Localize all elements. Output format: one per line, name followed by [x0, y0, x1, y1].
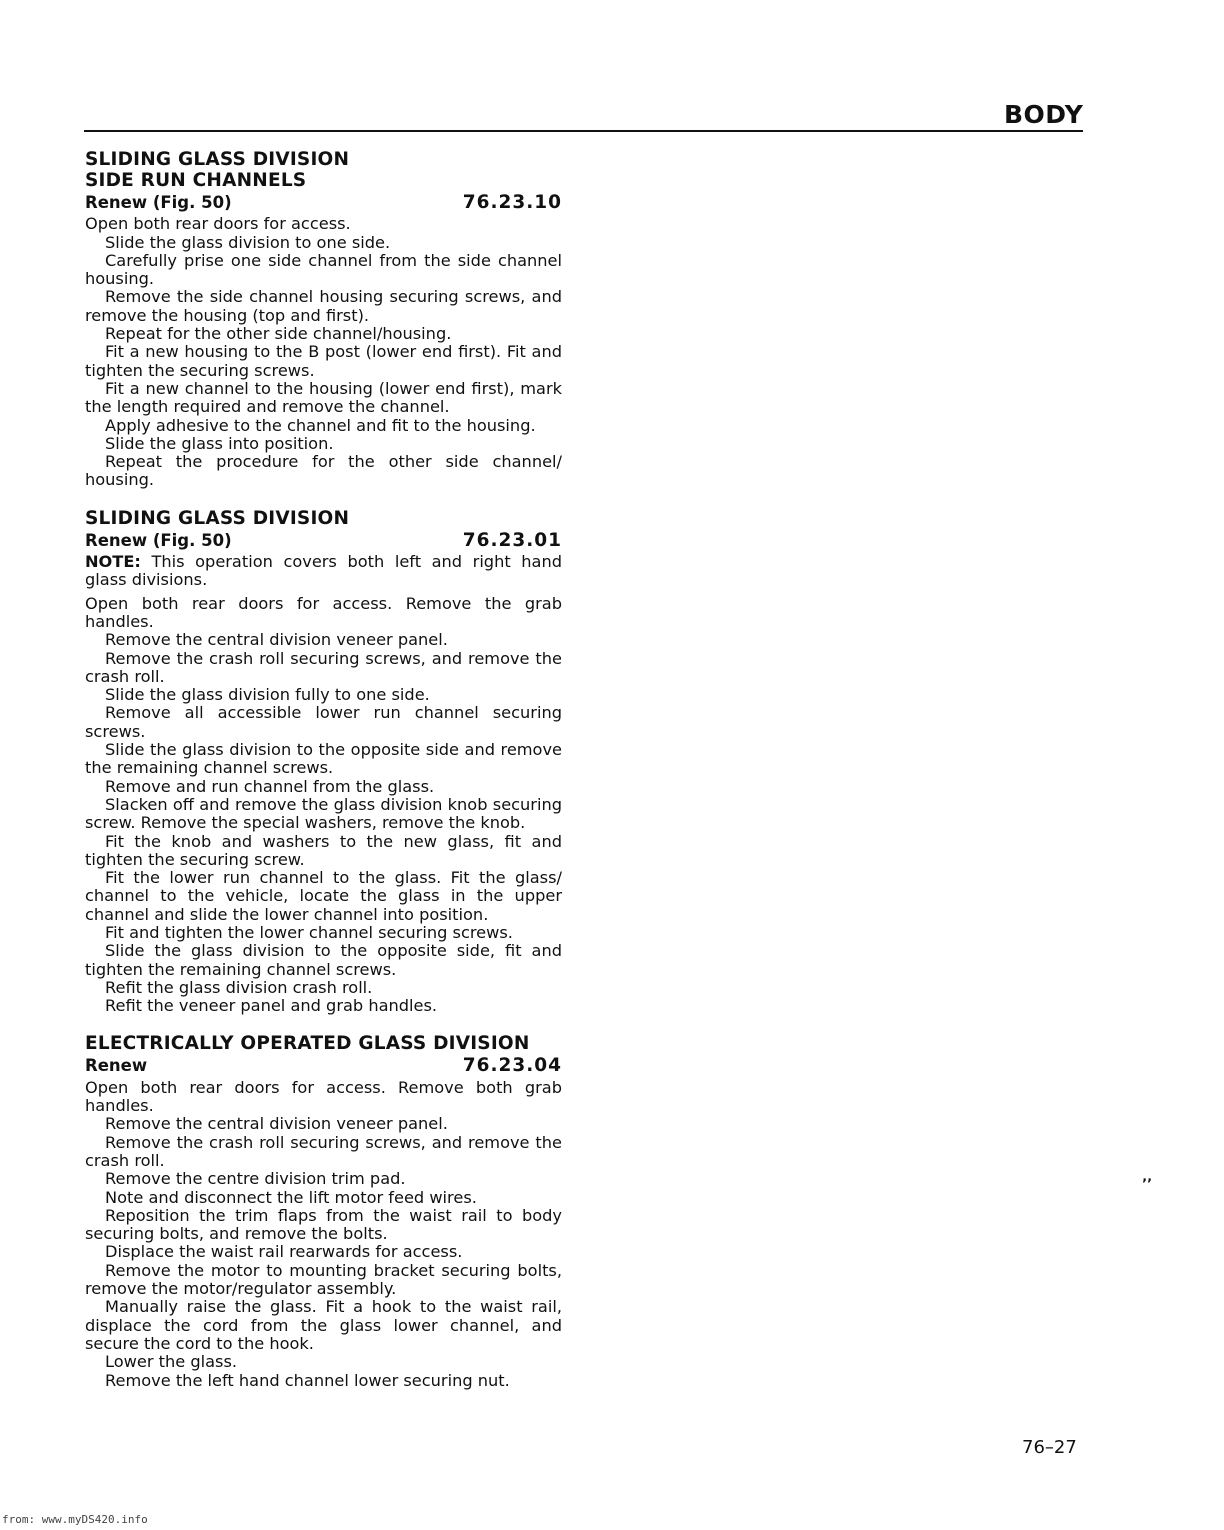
- note-text: This operation covers both left and right hand glass divisions.: [85, 552, 562, 590]
- instruction-step: Slide the glass division fully to one side.: [105, 685, 430, 705]
- instruction-step: Repeat the procedure for the other side channel/ housing.: [85, 452, 562, 490]
- section-title-line: SIDE RUN CHANNELS: [85, 170, 307, 191]
- instruction-step: Open both rear doors for access. Remove both grab handles.: [85, 1077, 562, 1116]
- instruction-step: Remove the crash roll securing screws, and remove the crash roll.: [85, 648, 562, 686]
- page-number: 76–27: [1022, 1437, 1077, 1458]
- operation-label: Renew: [85, 1056, 148, 1076]
- instruction-step: Remove the central division veneer panel.: [105, 1114, 448, 1134]
- instruction-step: Apply adhesive to the channel and fit to the housing.: [105, 415, 536, 435]
- instruction-step: Slide the glass division to the opposite side, fit and tighten the remaining channel screws.: [85, 941, 562, 979]
- instruction-step: Slide the glass into position.: [105, 433, 334, 453]
- operation-row: [85, 529, 562, 551]
- instruction-step: Manually raise the glass. Fit a hook to the waist rail, displace the cord from the glass lower channel, and secure the cord to the hook.: [85, 1297, 562, 1353]
- section-title-line: SLIDING GLASS DIVISION: [85, 507, 350, 529]
- header-rule: [84, 130, 1083, 132]
- note-paragraph: [85, 553, 562, 590]
- operation-label: Renew (Fig. 50): [85, 530, 232, 550]
- procedure-section: [85, 508, 562, 1016]
- instruction-step: Open both rear doors for access. Remove the grab handles.: [85, 593, 562, 631]
- operation-row: [85, 1057, 562, 1075]
- section-title: [85, 149, 562, 191]
- instruction-step: Lower the glass.: [105, 1352, 238, 1372]
- procedure-section: [85, 149, 562, 490]
- instruction-step: Open both rear doors for access.: [85, 214, 351, 234]
- instruction-step: Note and disconnect the lift motor feed wires.: [105, 1187, 477, 1207]
- procedure-section: [85, 1033, 562, 1389]
- instruction-step: Refit the glass division crash roll.: [105, 977, 373, 997]
- instruction-step: Remove the central division veneer panel.: [105, 630, 448, 650]
- instruction-step: Fit a new channel to the housing (lower end first), mark the length required and remove the channel.: [85, 378, 562, 417]
- manual-column: [85, 149, 562, 1408]
- section-title-line: SLIDING GLASS DIVISION: [85, 149, 350, 170]
- operation-label: Renew (Fig. 50): [85, 193, 232, 212]
- instruction-step: Remove all accessible lower run channel securing screws.: [85, 703, 562, 741]
- instruction-step: Remove the centre division trim pad.: [105, 1169, 406, 1189]
- operation-row: [85, 194, 562, 212]
- operation-code: 76.23.10: [462, 192, 562, 213]
- section-title: [85, 1033, 562, 1054]
- source-footer: from: www.myDS420.info: [2, 1513, 148, 1526]
- instruction-step: Remove and run channel from the glass.: [105, 776, 435, 796]
- instruction-step: Fit the knob and washers to the new glass, fit and tighten the securing screw.: [85, 831, 562, 869]
- instruction-step: Fit and tighten the lower channel securing screws.: [105, 922, 513, 942]
- instruction-step: Remove the side channel housing securing screws, and remove the housing (top and first).: [85, 287, 562, 325]
- instruction-step: Slacken off and remove the glass division knob securing screw. Remove the special washers, remove the knob.: [85, 794, 562, 833]
- instruction-step: Fit the lower run channel to the glass. Fit the glass/ channel to the vehicle, locate the glass in the upper channel and slide the lower channel into position.: [85, 868, 562, 924]
- instruction-step: Slide the glass division to the opposite side and remove the remaining channel screws.: [85, 740, 562, 778]
- instruction-step: Carefully prise one side channel from the side channel housing.: [85, 250, 562, 289]
- instruction-step: Refit the veneer panel and grab handles.: [105, 996, 438, 1016]
- instruction-step: Slide the glass division to one side.: [105, 232, 391, 252]
- section-title: [85, 508, 562, 529]
- instruction-step: Reposition the trim flaps from the waist rail to body securing bolts, and remove the bolts.: [85, 1205, 562, 1244]
- scan-speck: ‚‚: [1142, 1170, 1152, 1185]
- instruction-step: Fit a new housing to the B post (lower end first). Fit and tighten the securing screws.: [85, 342, 562, 380]
- instruction-step: Displace the waist rail rearwards for access.: [105, 1242, 463, 1262]
- section-title-line: ELECTRICALLY OPERATED GLASS DIVISION: [85, 1033, 530, 1055]
- instruction-step: Remove the left hand channel lower securing nut.: [105, 1370, 510, 1390]
- note-label: NOTE:: [85, 552, 141, 572]
- instruction-step: Remove the crash roll securing screws, and remove the crash roll.: [85, 1132, 562, 1170]
- operation-code: 76.23.01: [462, 529, 562, 551]
- section-header: BODY: [1004, 100, 1084, 129]
- instruction-step: Remove the motor to mounting bracket securing bolts, remove the motor/regulator assembly.: [85, 1260, 562, 1299]
- operation-code: 76.23.04: [462, 1055, 562, 1077]
- instruction-step: Repeat for the other side channel/housing.: [105, 324, 452, 344]
